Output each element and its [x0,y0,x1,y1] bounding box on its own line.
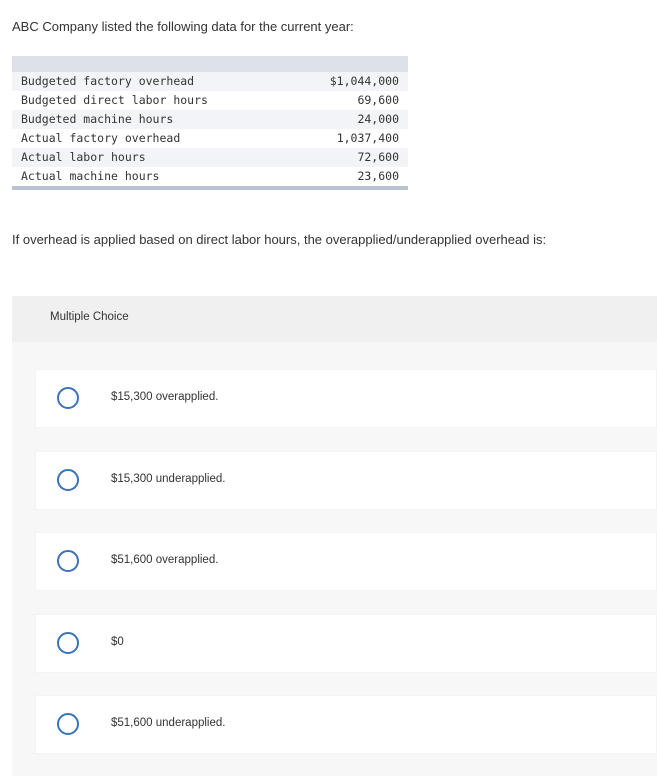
table-row [12,91,408,110]
radio-button-icon[interactable] [57,632,79,654]
multiple-choice-header [12,296,657,342]
question-prompt: If overhead is applied based on direct labor hours, the overapplied/underapplied overhead is: [12,232,547,247]
radio-button-icon[interactable] [57,387,79,409]
row-value: 1,037,400 [336,131,399,145]
table-row [12,129,408,148]
radio-button-icon[interactable] [57,713,79,735]
choice-option-text: $51,600 underapplied. [111,717,226,729]
choice-option-text: $51,600 overapplied. [111,554,219,566]
choice-option-1[interactable] [35,369,657,428]
choice-option-5[interactable] [35,695,657,754]
question-intro: ABC Company listed the following data for the current year: [12,19,354,34]
choice-option-3[interactable] [35,532,657,591]
radio-button-icon[interactable] [57,469,79,491]
table-row [12,148,408,167]
row-label: Actual machine hours [21,169,160,183]
row-value: $1,044,000 [329,74,399,88]
radio-button-icon[interactable] [57,550,79,572]
data-table [12,56,408,190]
choice-option-text: $15,300 overapplied. [111,391,219,403]
row-label: Budgeted machine hours [21,112,174,126]
row-label: Actual labor hours [21,150,146,164]
table-row [12,110,408,129]
multiple-choice-panel [12,296,657,776]
choice-option-text: $15,300 underapplied. [111,473,226,485]
row-label: Actual factory overhead [21,131,181,145]
table-row [12,72,408,91]
row-value: 72,600 [357,150,399,164]
choice-option-text: $0 [111,636,124,648]
row-label: Budgeted direct labor hours [21,93,208,107]
choice-option-4[interactable] [35,614,657,673]
row-value: 69,600 [357,93,399,107]
row-value: 23,600 [357,169,399,183]
row-label: Budgeted factory overhead [21,74,195,88]
row-value: 24,000 [357,112,399,126]
multiple-choice-label: Multiple Choice [50,311,129,323]
table-row [12,167,408,186]
choice-option-2[interactable] [35,451,657,510]
